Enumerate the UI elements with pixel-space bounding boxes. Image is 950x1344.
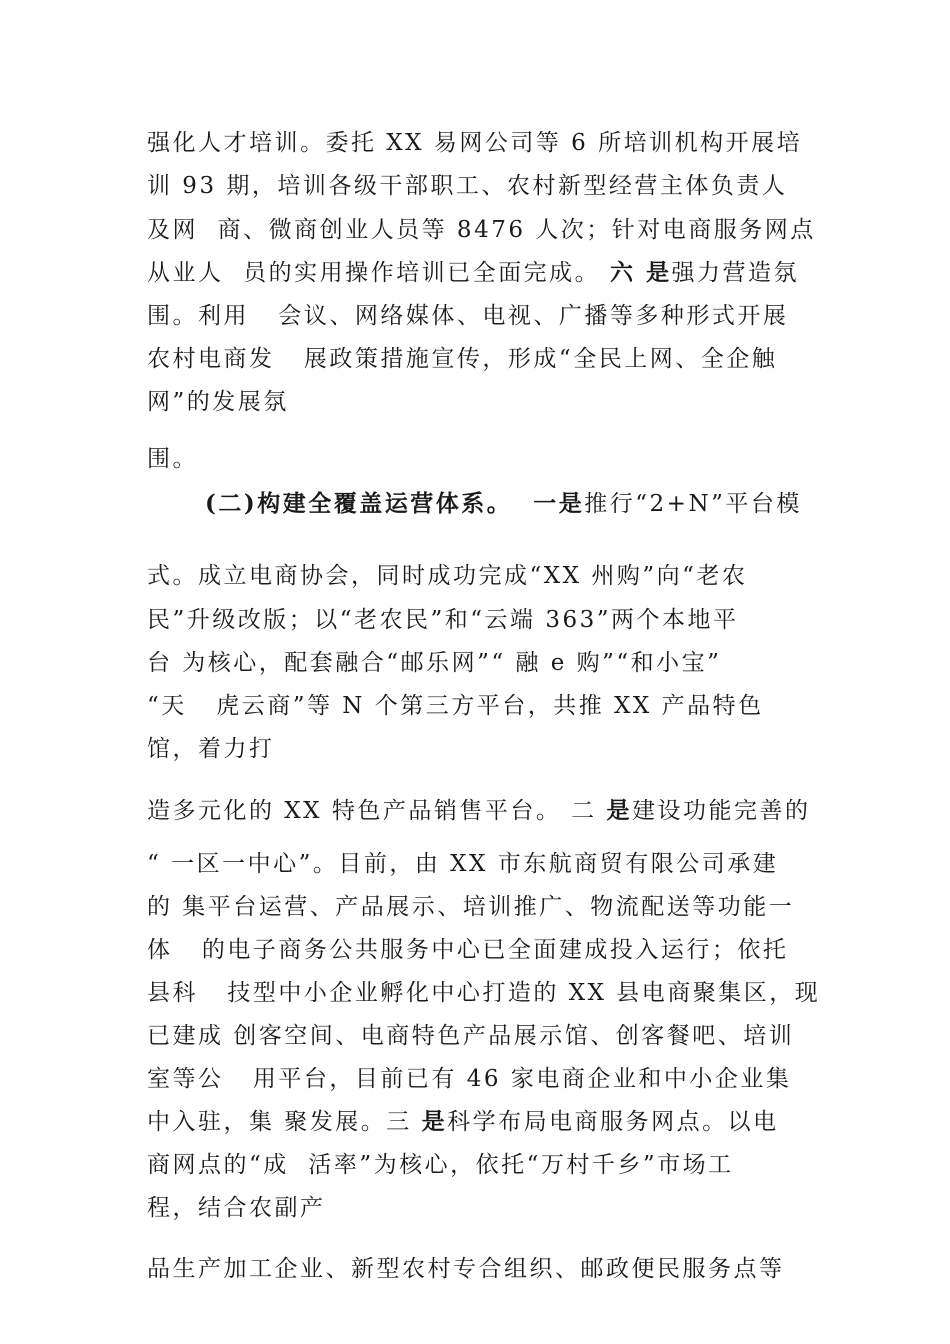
text-segment: 的 集平台运营、产品展示、培训推广、物流配送等功能一: [147, 894, 795, 920]
text-line: [147, 171, 787, 201]
text-segment: 训 93 期，培训各级干部职工、农村新型经营主体负责人: [147, 173, 788, 199]
text-line: [147, 849, 778, 879]
text-segment: “天 虎云商”等 N 个第三方平台，共推 XX 产品特色: [147, 693, 764, 719]
text-line: [147, 1064, 791, 1094]
bold-text-segment: 是: [421, 1108, 448, 1135]
text-segment: 馆，着力打: [147, 736, 275, 762]
text-segment: 网”的发展氛: [147, 389, 289, 415]
text-line: [147, 1254, 785, 1284]
text-line: [147, 561, 747, 591]
text-line: [147, 128, 802, 158]
text-segment: 围。: [147, 446, 198, 472]
text-line: [147, 301, 788, 331]
text-line: [147, 1193, 326, 1223]
text-line: [147, 387, 289, 417]
text-segment: 式。成立电商协会，同时成功完成“XX 州购”向“老农: [147, 563, 748, 589]
text-segment: 强力营造氛: [671, 260, 799, 286]
text-line: [147, 215, 816, 245]
text-line: [147, 258, 799, 288]
text-segment: 体 的电子商务公共服务中心已全面建成投入运行；依托: [147, 937, 789, 963]
text-segment: 科学布局电商服务网点。以电: [447, 1109, 779, 1135]
text-segment: 已建成 创客空间、电商特色产品展示馆、创客餐吧、培训: [147, 1023, 795, 1049]
text-line: [147, 605, 739, 635]
text-segment: 商网点的“成 活率”为核心，依托“万村千乡”市场工: [147, 1152, 734, 1178]
text-line: [147, 935, 788, 965]
text-segment: 建设功能完善的: [632, 798, 811, 824]
text-segment: 围。利用 会议、网络媒体、电视、广播等多种形式开展: [147, 303, 789, 329]
text-line: [205, 489, 802, 519]
text-line: [147, 978, 820, 1008]
text-segment: 农村电商发 展政策措施宣传，形成“全民上网、全企触: [147, 346, 778, 372]
text-segment: 及网 商、微商创业人员等 8476 人次；针对电商服务网点: [147, 217, 816, 243]
text-segment: 造多元化的 XX 特色产品销售平台。 二: [147, 798, 607, 824]
text-line: [147, 734, 275, 764]
text-line: [147, 1107, 779, 1137]
text-line: [147, 444, 198, 474]
text-line: [147, 691, 764, 721]
bold-text-segment: 六 是: [609, 259, 672, 286]
text-line: [147, 796, 811, 826]
bold-text-segment: 是: [606, 797, 632, 824]
text-line: [147, 1021, 794, 1051]
text-segment: 室等公 用平台，目前已有 46 家电商企业和中小企业集: [147, 1066, 792, 1092]
text-segment: 中入驻，集 聚发展。三: [147, 1109, 422, 1135]
bold-text-segment: (二)构建全覆盖运营体系。 一是: [205, 490, 585, 517]
text-segment: “ 一区一中心”。目前，由 XX 市东航商贸有限公司承建: [147, 851, 779, 877]
text-line: [147, 1150, 734, 1180]
text-segment: 民”升级改版；以“老农民”和“云端 363”两个本地平: [147, 607, 739, 633]
text-line: [147, 648, 721, 678]
text-segment: 县科 技型中小企业孵化中心打造的 XX 县电商聚集区，现: [147, 980, 821, 1006]
text-segment: 强化人才培训。委托 XX 易网公司等 6 所培训机构开展培: [147, 130, 803, 156]
text-segment: 台 为核心，配套融合“邮乐网”“ 融 e 购”“和小宝”: [147, 650, 722, 676]
text-segment: 从业人 员的实用操作培训已全面完成。: [147, 260, 610, 286]
text-segment: 品生产加工企业、新型农村专合组织、邮政便民服务点等: [147, 1256, 785, 1282]
text-segment: 推行“2+N”平台模: [584, 491, 802, 517]
text-segment: 程，结合农副产: [147, 1195, 326, 1221]
text-line: [147, 892, 794, 922]
text-line: [147, 344, 777, 374]
